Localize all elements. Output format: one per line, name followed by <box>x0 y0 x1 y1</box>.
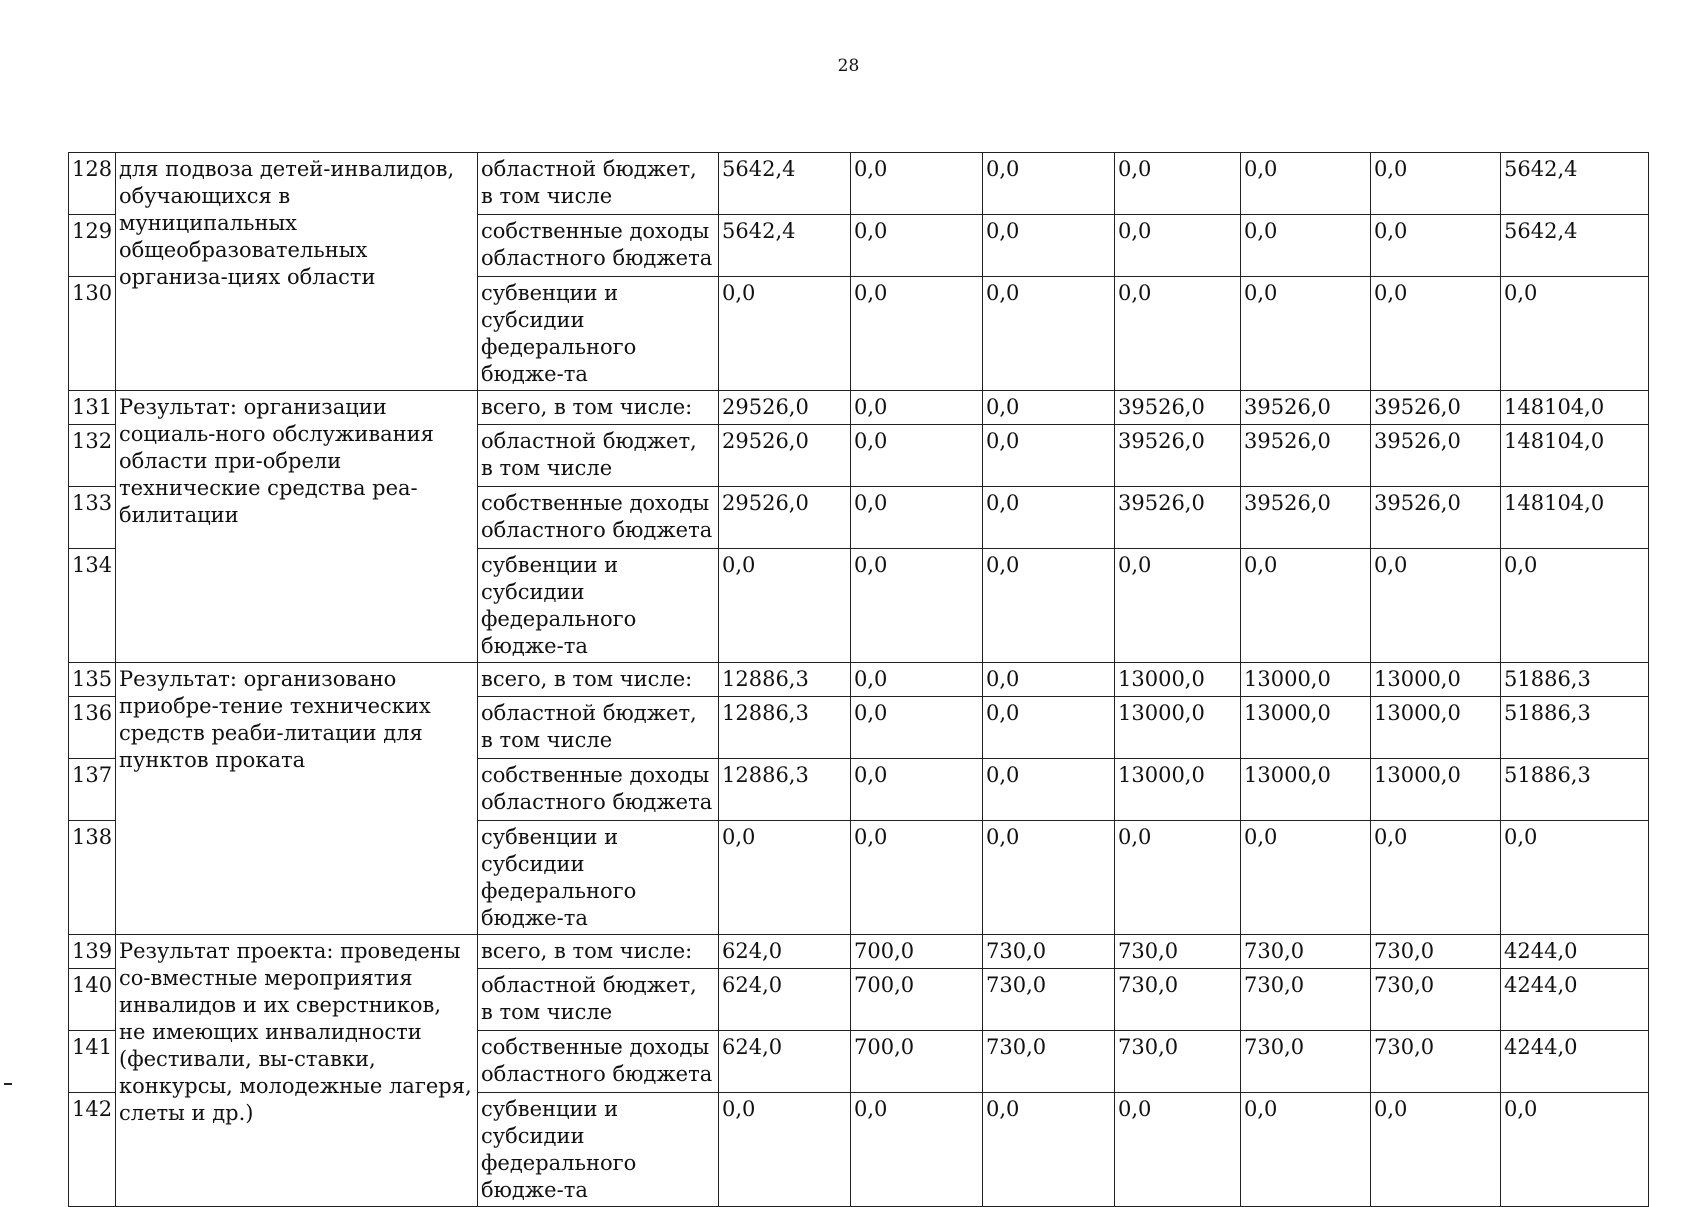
value-cell: 700,0 <box>851 935 983 969</box>
value-cell: 0,0 <box>983 425 1115 487</box>
value-cell: 0,0 <box>1115 277 1241 391</box>
row-number-cell: 131 <box>69 391 116 425</box>
value-cell: 13000,0 <box>1241 759 1371 821</box>
row-number-cell: 132 <box>69 425 116 487</box>
value-cell: 730,0 <box>983 969 1115 1031</box>
value-cell: 29526,0 <box>719 487 851 549</box>
value-cell: 0,0 <box>983 759 1115 821</box>
value-cell: 0,0 <box>851 697 983 759</box>
value-cell: 624,0 <box>719 969 851 1031</box>
value-cell: 13000,0 <box>1371 759 1501 821</box>
value-cell: 700,0 <box>851 969 983 1031</box>
row-number-cell: 135 <box>69 663 116 697</box>
budget-table <box>68 152 1649 1207</box>
funding-source-cell: субвенции и субсидии федерального бюдже-та <box>478 549 719 663</box>
funding-source-cell: собственные доходы областного бюджета <box>478 1031 719 1093</box>
value-cell: 39526,0 <box>1371 487 1501 549</box>
value-cell: 0,0 <box>983 1093 1115 1207</box>
row-number-cell: 140 <box>69 969 116 1031</box>
margin-mark <box>4 1083 12 1085</box>
row-number-cell: 133 <box>69 487 116 549</box>
value-cell: 0,0 <box>851 759 983 821</box>
value-cell: 39526,0 <box>1241 391 1371 425</box>
value-cell: 13000,0 <box>1371 663 1501 697</box>
value-cell: 730,0 <box>1115 1031 1241 1093</box>
total-value-cell: 5642,4 <box>1501 153 1649 215</box>
value-cell: 39526,0 <box>1371 425 1501 487</box>
table-row <box>69 663 1649 697</box>
row-number-cell: 136 <box>69 697 116 759</box>
description-cell: Результат: организации социаль-ного обслуживания области при-обрели технические средства реа-билитации <box>116 391 478 663</box>
value-cell: 0,0 <box>851 487 983 549</box>
value-cell: 0,0 <box>1115 153 1241 215</box>
value-cell: 0,0 <box>1241 1093 1371 1207</box>
row-number-cell: 130 <box>69 277 116 391</box>
row-number-cell: 142 <box>69 1093 116 1207</box>
value-cell: 29526,0 <box>719 425 851 487</box>
value-cell: 0,0 <box>719 277 851 391</box>
value-cell: 730,0 <box>1115 935 1241 969</box>
value-cell: 0,0 <box>1371 153 1501 215</box>
value-cell: 0,0 <box>1241 277 1371 391</box>
value-cell: 12886,3 <box>719 759 851 821</box>
value-cell: 39526,0 <box>1241 425 1371 487</box>
value-cell: 13000,0 <box>1115 759 1241 821</box>
value-cell: 5642,4 <box>719 215 851 277</box>
value-cell: 39526,0 <box>1115 425 1241 487</box>
value-cell: 0,0 <box>719 1093 851 1207</box>
value-cell: 0,0 <box>1371 821 1501 935</box>
table-row <box>69 935 1649 969</box>
value-cell: 0,0 <box>983 215 1115 277</box>
row-number-cell: 139 <box>69 935 116 969</box>
value-cell: 0,0 <box>983 821 1115 935</box>
total-value-cell: 4244,0 <box>1501 1031 1649 1093</box>
description-cell: для подвоза детей-инвалидов, обучающихся в муниципальных общеобразовательных организа-циях области <box>116 153 478 391</box>
funding-source-cell: субвенции и субсидии федерального бюдже-та <box>478 277 719 391</box>
value-cell: 12886,3 <box>719 697 851 759</box>
funding-source-cell: всего, в том числе: <box>478 935 719 969</box>
value-cell: 0,0 <box>983 153 1115 215</box>
value-cell: 0,0 <box>851 215 983 277</box>
row-number-cell: 137 <box>69 759 116 821</box>
value-cell: 624,0 <box>719 935 851 969</box>
value-cell: 0,0 <box>1371 549 1501 663</box>
value-cell: 0,0 <box>1241 821 1371 935</box>
description-cell: Результат: организовано приобре-тение технических средств реаби-литации для пунктов проката <box>116 663 478 935</box>
value-cell: 0,0 <box>1241 215 1371 277</box>
value-cell: 730,0 <box>1241 935 1371 969</box>
funding-source-cell: всего, в том числе: <box>478 391 719 425</box>
row-number-cell: 141 <box>69 1031 116 1093</box>
value-cell: 39526,0 <box>1115 391 1241 425</box>
table-row <box>69 153 1649 215</box>
value-cell: 0,0 <box>1115 215 1241 277</box>
value-cell: 0,0 <box>1115 549 1241 663</box>
value-cell: 730,0 <box>1371 1031 1501 1093</box>
total-value-cell: 5642,4 <box>1501 215 1649 277</box>
total-value-cell: 0,0 <box>1501 821 1649 935</box>
value-cell: 0,0 <box>851 549 983 663</box>
value-cell: 730,0 <box>983 1031 1115 1093</box>
value-cell: 0,0 <box>719 821 851 935</box>
funding-source-cell: собственные доходы областного бюджета <box>478 759 719 821</box>
value-cell: 0,0 <box>983 277 1115 391</box>
value-cell: 730,0 <box>1371 969 1501 1031</box>
value-cell: 730,0 <box>1115 969 1241 1031</box>
value-cell: 39526,0 <box>1115 487 1241 549</box>
value-cell: 0,0 <box>983 391 1115 425</box>
funding-source-cell: собственные доходы областного бюджета <box>478 487 719 549</box>
total-value-cell: 51886,3 <box>1501 663 1649 697</box>
total-value-cell: 4244,0 <box>1501 969 1649 1031</box>
total-value-cell: 148104,0 <box>1501 425 1649 487</box>
value-cell: 0,0 <box>1241 153 1371 215</box>
value-cell: 0,0 <box>1371 1093 1501 1207</box>
value-cell: 0,0 <box>1115 1093 1241 1207</box>
funding-source-cell: субвенции и субсидии федерального бюдже-та <box>478 821 719 935</box>
funding-source-cell: областной бюджет, в том числе <box>478 425 719 487</box>
value-cell: 0,0 <box>1371 277 1501 391</box>
value-cell: 29526,0 <box>719 391 851 425</box>
value-cell: 0,0 <box>851 425 983 487</box>
table-body <box>69 153 1649 1207</box>
value-cell: 0,0 <box>851 391 983 425</box>
value-cell: 730,0 <box>1241 1031 1371 1093</box>
value-cell: 730,0 <box>1241 969 1371 1031</box>
value-cell: 0,0 <box>851 1093 983 1207</box>
value-cell: 0,0 <box>851 663 983 697</box>
value-cell: 624,0 <box>719 1031 851 1093</box>
total-value-cell: 0,0 <box>1501 549 1649 663</box>
total-value-cell: 0,0 <box>1501 1093 1649 1207</box>
value-cell: 0,0 <box>851 277 983 391</box>
row-number-cell: 138 <box>69 821 116 935</box>
total-value-cell: 4244,0 <box>1501 935 1649 969</box>
funding-source-cell: областной бюджет, в том числе <box>478 153 719 215</box>
value-cell: 12886,3 <box>719 663 851 697</box>
value-cell: 0,0 <box>719 549 851 663</box>
value-cell: 13000,0 <box>1115 697 1241 759</box>
value-cell: 39526,0 <box>1241 487 1371 549</box>
table-row <box>69 391 1649 425</box>
funding-source-cell: областной бюджет, в том числе <box>478 969 719 1031</box>
value-cell: 39526,0 <box>1371 391 1501 425</box>
value-cell: 13000,0 <box>1241 697 1371 759</box>
value-cell: 0,0 <box>1241 549 1371 663</box>
total-value-cell: 148104,0 <box>1501 391 1649 425</box>
value-cell: 0,0 <box>983 663 1115 697</box>
row-number-cell: 134 <box>69 549 116 663</box>
funding-source-cell: субвенции и субсидии федерального бюдже-та <box>478 1093 719 1207</box>
value-cell: 13000,0 <box>1371 697 1501 759</box>
value-cell: 0,0 <box>983 549 1115 663</box>
funding-source-cell: областной бюджет, в том числе <box>478 697 719 759</box>
total-value-cell: 51886,3 <box>1501 759 1649 821</box>
description-cell: Результат проекта: проведены со-вместные мероприятия инвалидов и их сверстников, не имеющих инвалидности (фестивали, вы-ставки, конкурсы, молодежные лагеря, слеты и др.) <box>116 935 478 1207</box>
value-cell: 0,0 <box>1115 821 1241 935</box>
value-cell: 0,0 <box>983 487 1115 549</box>
row-number-cell: 128 <box>69 153 116 215</box>
page-number: 28 <box>837 56 860 76</box>
value-cell: 5642,4 <box>719 153 851 215</box>
value-cell: 0,0 <box>851 153 983 215</box>
value-cell: 13000,0 <box>1241 663 1371 697</box>
row-number-cell: 129 <box>69 215 116 277</box>
value-cell: 0,0 <box>851 821 983 935</box>
funding-source-cell: собственные доходы областного бюджета <box>478 215 719 277</box>
value-cell: 0,0 <box>1371 215 1501 277</box>
value-cell: 0,0 <box>983 697 1115 759</box>
value-cell: 730,0 <box>1371 935 1501 969</box>
value-cell: 700,0 <box>851 1031 983 1093</box>
total-value-cell: 148104,0 <box>1501 487 1649 549</box>
funding-source-cell: всего, в том числе: <box>478 663 719 697</box>
total-value-cell: 51886,3 <box>1501 697 1649 759</box>
value-cell: 13000,0 <box>1115 663 1241 697</box>
total-value-cell: 0,0 <box>1501 277 1649 391</box>
value-cell: 730,0 <box>983 935 1115 969</box>
